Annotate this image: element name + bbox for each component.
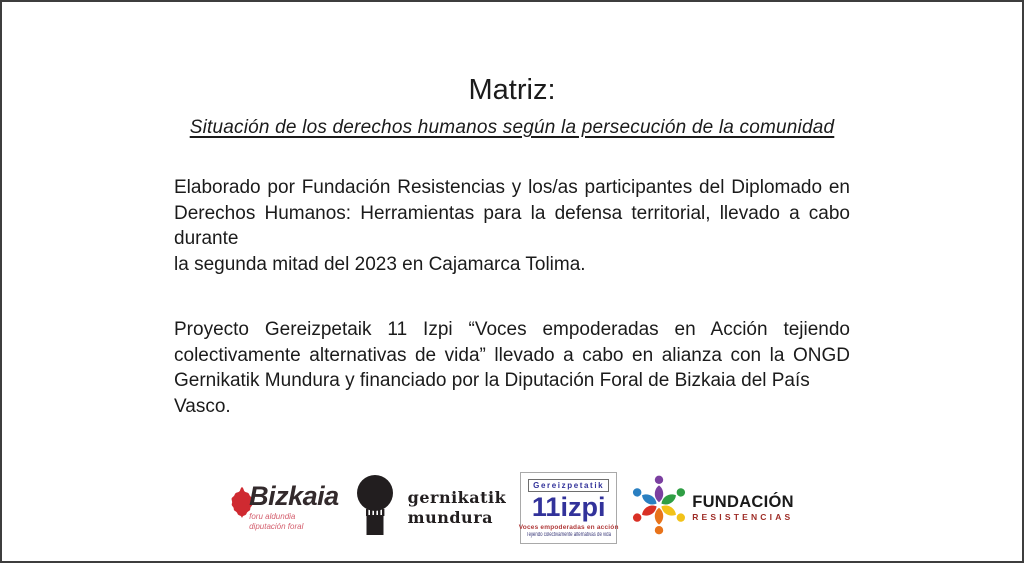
paragraph-line: Derechos Humanos: Herramientas para la defensa territorial, llevado a cabo durante [174, 202, 850, 250]
izpi-wordmark: 11izpi [531, 492, 606, 523]
logo-strip [2, 471, 1022, 544]
page-subtitle: Situación de los derechos humanos según la persecución de la comunidad [189, 117, 835, 139]
paragraph-line: Proyecto Gereizpetaik 11 Izpi “Voces empoderadas en Acción tejiendo [174, 319, 850, 341]
paragraph-line: la segunda mitad del 2023 en Cajamarca Tolima. [174, 253, 586, 275]
izpi-header: Gereizpetatik [528, 479, 609, 492]
gernikatik-wordmark: gernikatik mundura [407, 487, 507, 527]
izpi-subslogan: Tejiendo colectivamente alternativas de vida [526, 531, 611, 538]
paragraph-elaborado [174, 175, 850, 277]
izpi-slogan: Voces empoderadas en acción [518, 523, 619, 531]
paragraph-proyecto [174, 317, 850, 419]
fundacion-wordmark: FUNDACIÓN [692, 492, 794, 511]
fundacion-subtitle: RESISTENCIAS [692, 512, 794, 522]
paragraph-line: colectivamente alternativas de vida” llevado a cabo en alianza con la ONGD [174, 344, 850, 366]
bizkaia-tagline: foru aldundia diputación foral [249, 511, 304, 532]
bizkaia-logo [230, 480, 339, 533]
gereizpetatik-11izpi-logo [520, 472, 617, 543]
people-circle-icon [631, 471, 687, 544]
paragraph-line: Elaborado por Fundación Resistencias y los/as participantes del Diplomado en [174, 177, 850, 199]
page-title: Matriz: [468, 74, 556, 106]
fundacion-resistencias-logo [631, 471, 794, 544]
gernikatik-mundura-logo [353, 474, 507, 541]
balloon-icon [353, 474, 397, 541]
bizkaia-wordmark: Bizkaia [249, 480, 339, 511]
paragraph-line: Gernikatik Mundura y financiado por la Diputación Foral de Bizkaia del País Vasco. [174, 370, 810, 417]
